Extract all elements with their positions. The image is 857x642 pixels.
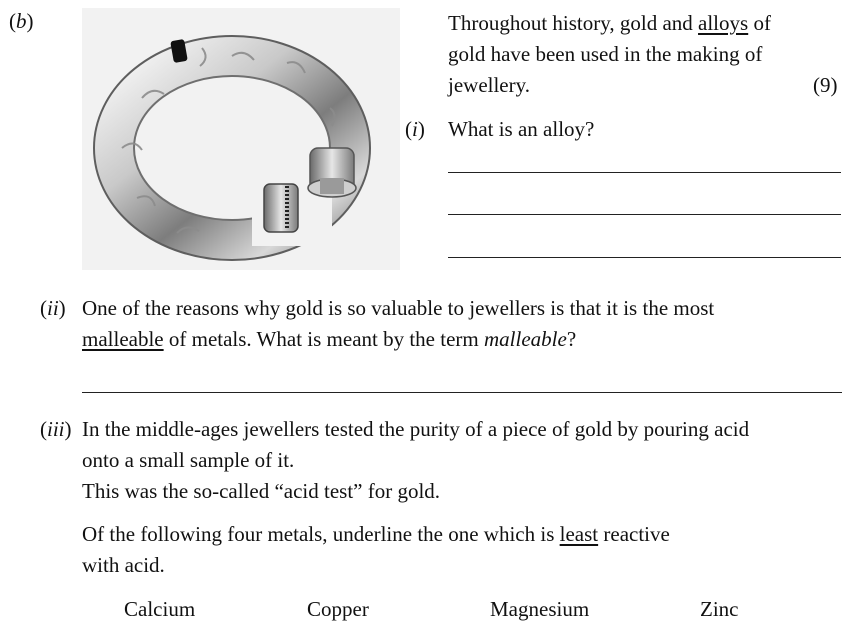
q-iii-line-2: onto a small sample of it. <box>82 448 295 472</box>
option-calcium[interactable]: Calcium <box>124 597 196 621</box>
q-ii-line-1: One of the reasons why gold is so valuable to jewellers is that it is the most <box>82 296 715 320</box>
q-ii-line-2: malleable of metals. What is meant by the term malleable? <box>82 327 577 351</box>
q-iii-number: (iii) <box>40 417 72 441</box>
option-copper[interactable]: Copper <box>307 597 369 621</box>
q-iii-line-4: Of the following four metals, underline the one which is least reactive <box>82 522 670 546</box>
q-iii-line-1: In the middle-ages jewellers tested the purity of a piece of gold by pouring acid <box>82 417 750 441</box>
q-iii-line-5: with acid. <box>82 553 165 577</box>
answer-line-i-2[interactable] <box>448 214 841 215</box>
marks: (9) <box>813 73 838 97</box>
part-b-label: (b) <box>9 9 34 33</box>
option-zinc[interactable]: Zinc <box>700 597 739 621</box>
q-i-number: (i) <box>405 117 425 141</box>
intro-line-2: gold have been used in the making of <box>448 42 763 66</box>
answer-line-i-3[interactable] <box>448 257 841 258</box>
answer-line-ii[interactable] <box>82 392 842 393</box>
q-ii-number: (ii) <box>40 296 66 320</box>
bracelet-photo <box>82 8 400 270</box>
option-magnesium[interactable]: Magnesium <box>490 597 590 621</box>
q-i-question: What is an alloy? <box>448 117 595 141</box>
intro-line-1: Throughout history, gold and alloys of <box>448 11 771 35</box>
intro-line-3: jewellery. <box>448 73 531 97</box>
answer-line-i-1[interactable] <box>448 172 841 173</box>
q-iii-line-3: This was the so-called “acid test” for gold. <box>82 479 441 503</box>
